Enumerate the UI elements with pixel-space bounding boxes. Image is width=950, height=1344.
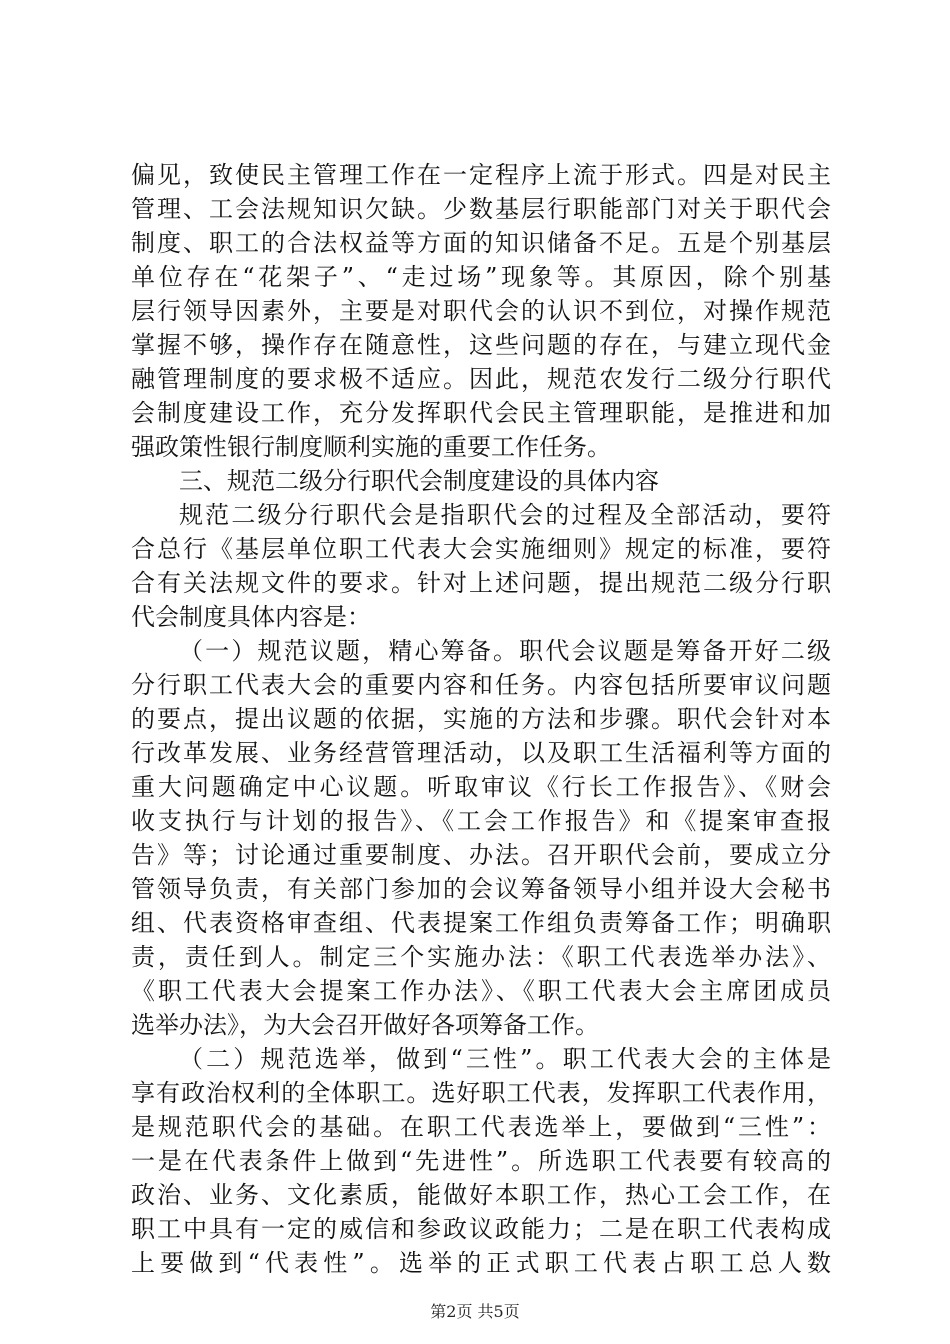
text-line: 合有关法规文件的要求。针对上述问题，提出规范二级分行职 xyxy=(131,569,831,597)
text-line: 层行领导因素外，主要是对职代会的认识不到位，对操作规范 xyxy=(131,297,831,325)
text-line: 掌握不够，操作存在随意性，这些问题的存在，与建立现代金 xyxy=(131,331,831,359)
text-line: 收支执行与计划的报告》、《工会工作报告》和《提案审查报 xyxy=(131,807,831,835)
text-line: 强政策性银行制度顺利实施的重要工作任务。 xyxy=(131,433,611,461)
text-line: 管理、工会法规知识欠缺。少数基层行职能部门对关于职代会 xyxy=(131,195,831,223)
text-line: 单位存在“花架子”、“走过场”现象等。其原因，除个别基 xyxy=(131,263,831,291)
text-line: 责，责任到人。制定三个实施办法：《职工代表选举办法》、 xyxy=(131,943,831,971)
subsection-heading: （一）规范议题，精心筹备。职代会议题是筹备开好二级 xyxy=(179,637,831,665)
text-line: 一是在代表条件上做到“先进性”。所选职工代表要有较高的 xyxy=(131,1147,831,1175)
text-line: 偏见，致使民主管理工作在一定程序上流于形式。四是对民主 xyxy=(131,161,831,189)
text-line: 享有政治权利的全体职工。选好职工代表，发挥职工代表作用， xyxy=(131,1079,831,1107)
text-line: 规范二级分行职代会是指职代会的过程及全部活动，要符 xyxy=(179,501,831,529)
text-line: 管领导负责，有关部门参加的会议筹备领导小组并设大会秘书 xyxy=(131,875,831,903)
text-line: 《职工代表大会提案工作办法》、《职工代表大会主席团成员 xyxy=(131,977,831,1005)
text-line: 是规范职代会的基础。在职工代表选举上，要做到“三性”： xyxy=(131,1113,831,1141)
text-line: 代会制度具体内容是： xyxy=(131,603,371,631)
text-line: 行改革发展、业务经营管理活动，以及职工生活福利等方面的 xyxy=(131,739,831,767)
text-line: 合总行《基层单位职工代表大会实施细则》规定的标准，要符 xyxy=(131,535,831,563)
text-line: 重大问题确定中心议题。听取审议《行长工作报告》、《财会 xyxy=(131,773,831,801)
text-line: 政治、业务、文化素质，能做好本职工作，热心工会工作，在 xyxy=(131,1181,831,1209)
document-body xyxy=(131,158,831,1280)
text-line: 分行职工代表大会的重要内容和任务。内容包括所要审议问题 xyxy=(131,671,831,699)
section-heading: 三、规范二级分行职代会制度建设的具体内容 xyxy=(179,467,659,495)
text-line: 制度、职工的合法权益等方面的知识储备不足。五是个别基层 xyxy=(131,229,831,257)
text-line: 职工中具有一定的威信和参政议政能力；二是在职工代表构成 xyxy=(131,1215,831,1243)
text-line: 融管理制度的要求极不适应。因此，规范农发行二级分行职代 xyxy=(131,365,831,393)
subsection-heading: （二）规范选举，做到“三性”。职工代表大会的主体是 xyxy=(179,1045,831,1073)
text-line: 告》等；讨论通过重要制度、办法。召开职代会前，要成立分 xyxy=(131,841,831,869)
page-number-footer: 第2页 共5页 xyxy=(430,1302,520,1321)
text-line: 选举办法》，为大会召开做好各项筹备工作。 xyxy=(131,1011,599,1039)
text-line: 会制度建设工作，充分发挥职代会民主管理职能，是推进和加 xyxy=(131,399,831,427)
text-line: 的要点，提出议题的依据，实施的方法和步骤。职代会针对本 xyxy=(131,705,831,733)
text-line: 组、代表资格审查组、代表提案工作组负责筹备工作；明确职 xyxy=(131,909,831,937)
text-line: 上要做到“代表性”。选举的正式职工代表占职工总人数 xyxy=(131,1249,831,1277)
